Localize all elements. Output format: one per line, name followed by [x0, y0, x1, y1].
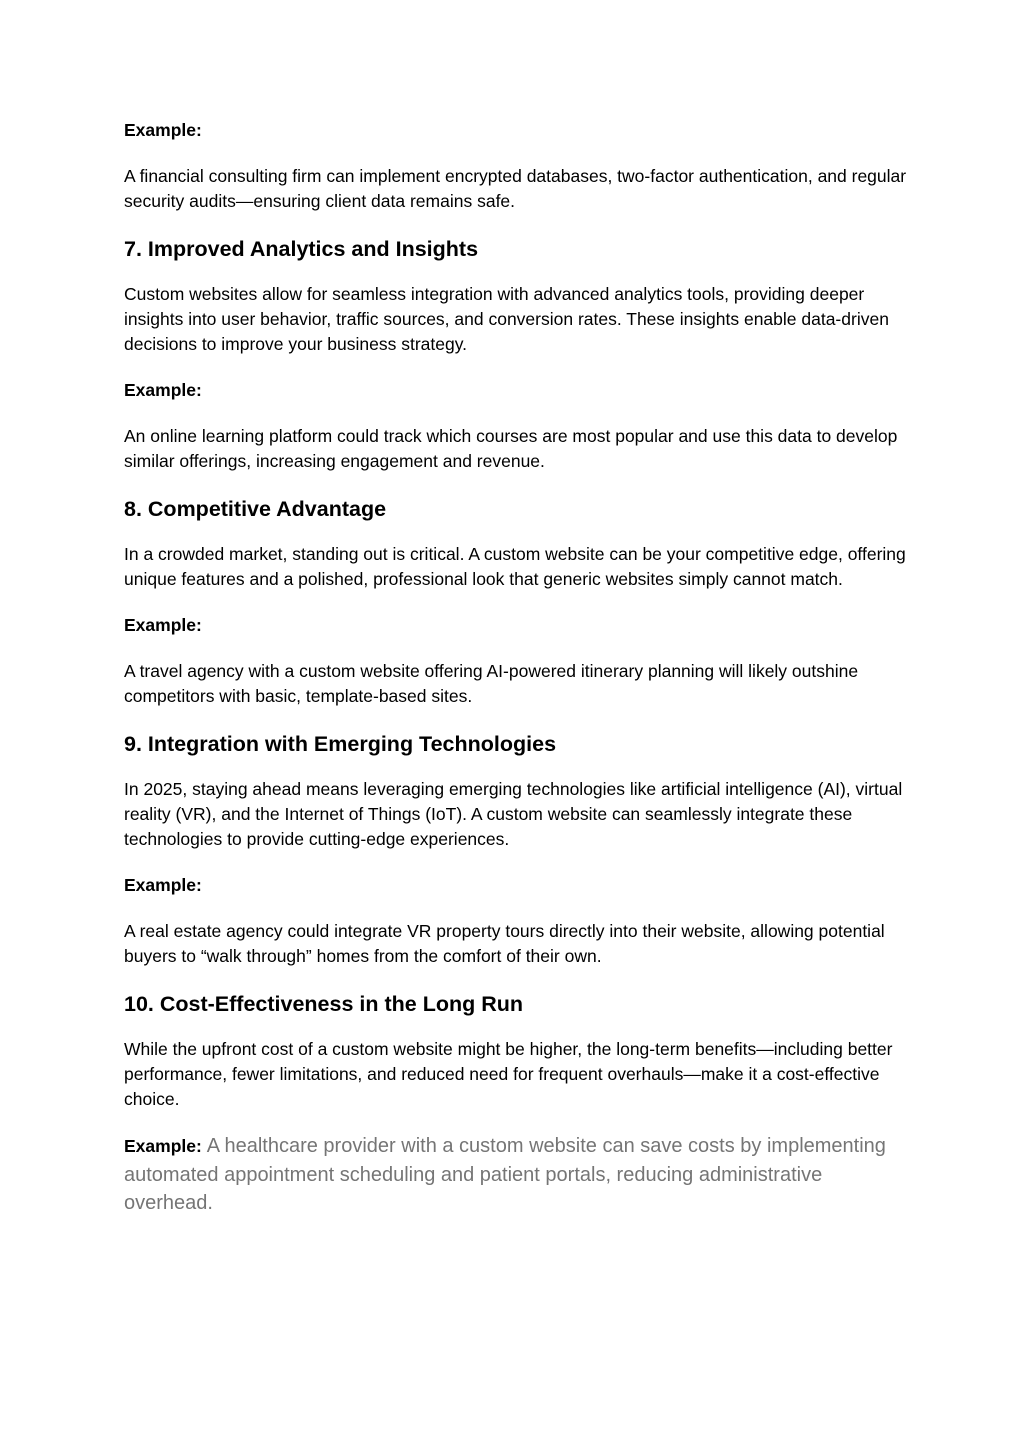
section-heading-competitive: 8. Competitive Advantage	[124, 497, 387, 521]
example-text: A financial consulting firm can implement encrypted databases, two-factor authentication, and regular security audits—ensuring client data remains safe.	[124, 166, 907, 211]
example-text: A real estate agency could integrate VR property tours directly into their website, allowing potential buyers to “walk through” homes from the comfort of their own.	[124, 921, 885, 966]
example-label: Example:	[124, 875, 202, 895]
example-text: An online learning platform could track which courses are most popular and use this data to develop similar offerings, increasing engagement and revenue.	[124, 426, 898, 471]
section-body-cost: While the upfront cost of a custom website might be higher, the long-term benefits—including better performance, fewer limitations, and reduced need for frequent overhauls—make it a cost-effective choice.	[124, 1039, 893, 1109]
section-heading-analytics: 7. Improved Analytics and Insights	[124, 237, 479, 261]
example-label: Example:	[124, 380, 202, 400]
example-label: Example:	[124, 615, 202, 635]
example-label: Example:	[124, 120, 202, 140]
section-heading-emerging-tech: 9. Integration with Emerging Technologies	[124, 732, 557, 756]
section-heading-cost: 10. Cost-Effectiveness in the Long Run	[124, 992, 523, 1016]
example-text-muted: A healthcare provider with a custom website can save costs by implementing automated appointment scheduling and patient portals, reducing administrative overhead.	[124, 1135, 886, 1214]
section-body-emerging-tech: In 2025, staying ahead means leveraging emerging technologies like artificial intelligence (AI), virtual reality (VR), and the Internet of Things (IoT). A custom website can seamlessly integrate these technologies to provide cutting-edge experiences.	[124, 779, 903, 849]
example-text: A travel agency with a custom website offering AI-powered itinerary planning will likely outshine competitors with basic, template-based sites.	[124, 661, 859, 706]
section-body-analytics: Custom websites allow for seamless integration with advanced analytics tools, providing deeper insights into user behavior, traffic sources, and conversion rates. These insights enable data-driven decisions to improve your business strategy.	[124, 284, 889, 354]
document-page	[124, 118, 914, 1219]
example-label: Example:	[124, 1136, 207, 1156]
final-example	[124, 1133, 914, 1219]
section-body-competitive: In a crowded market, standing out is critical. A custom website can be your competitive edge, offering unique features and a polished, professional look that generic websites simply cannot match.	[124, 544, 906, 589]
